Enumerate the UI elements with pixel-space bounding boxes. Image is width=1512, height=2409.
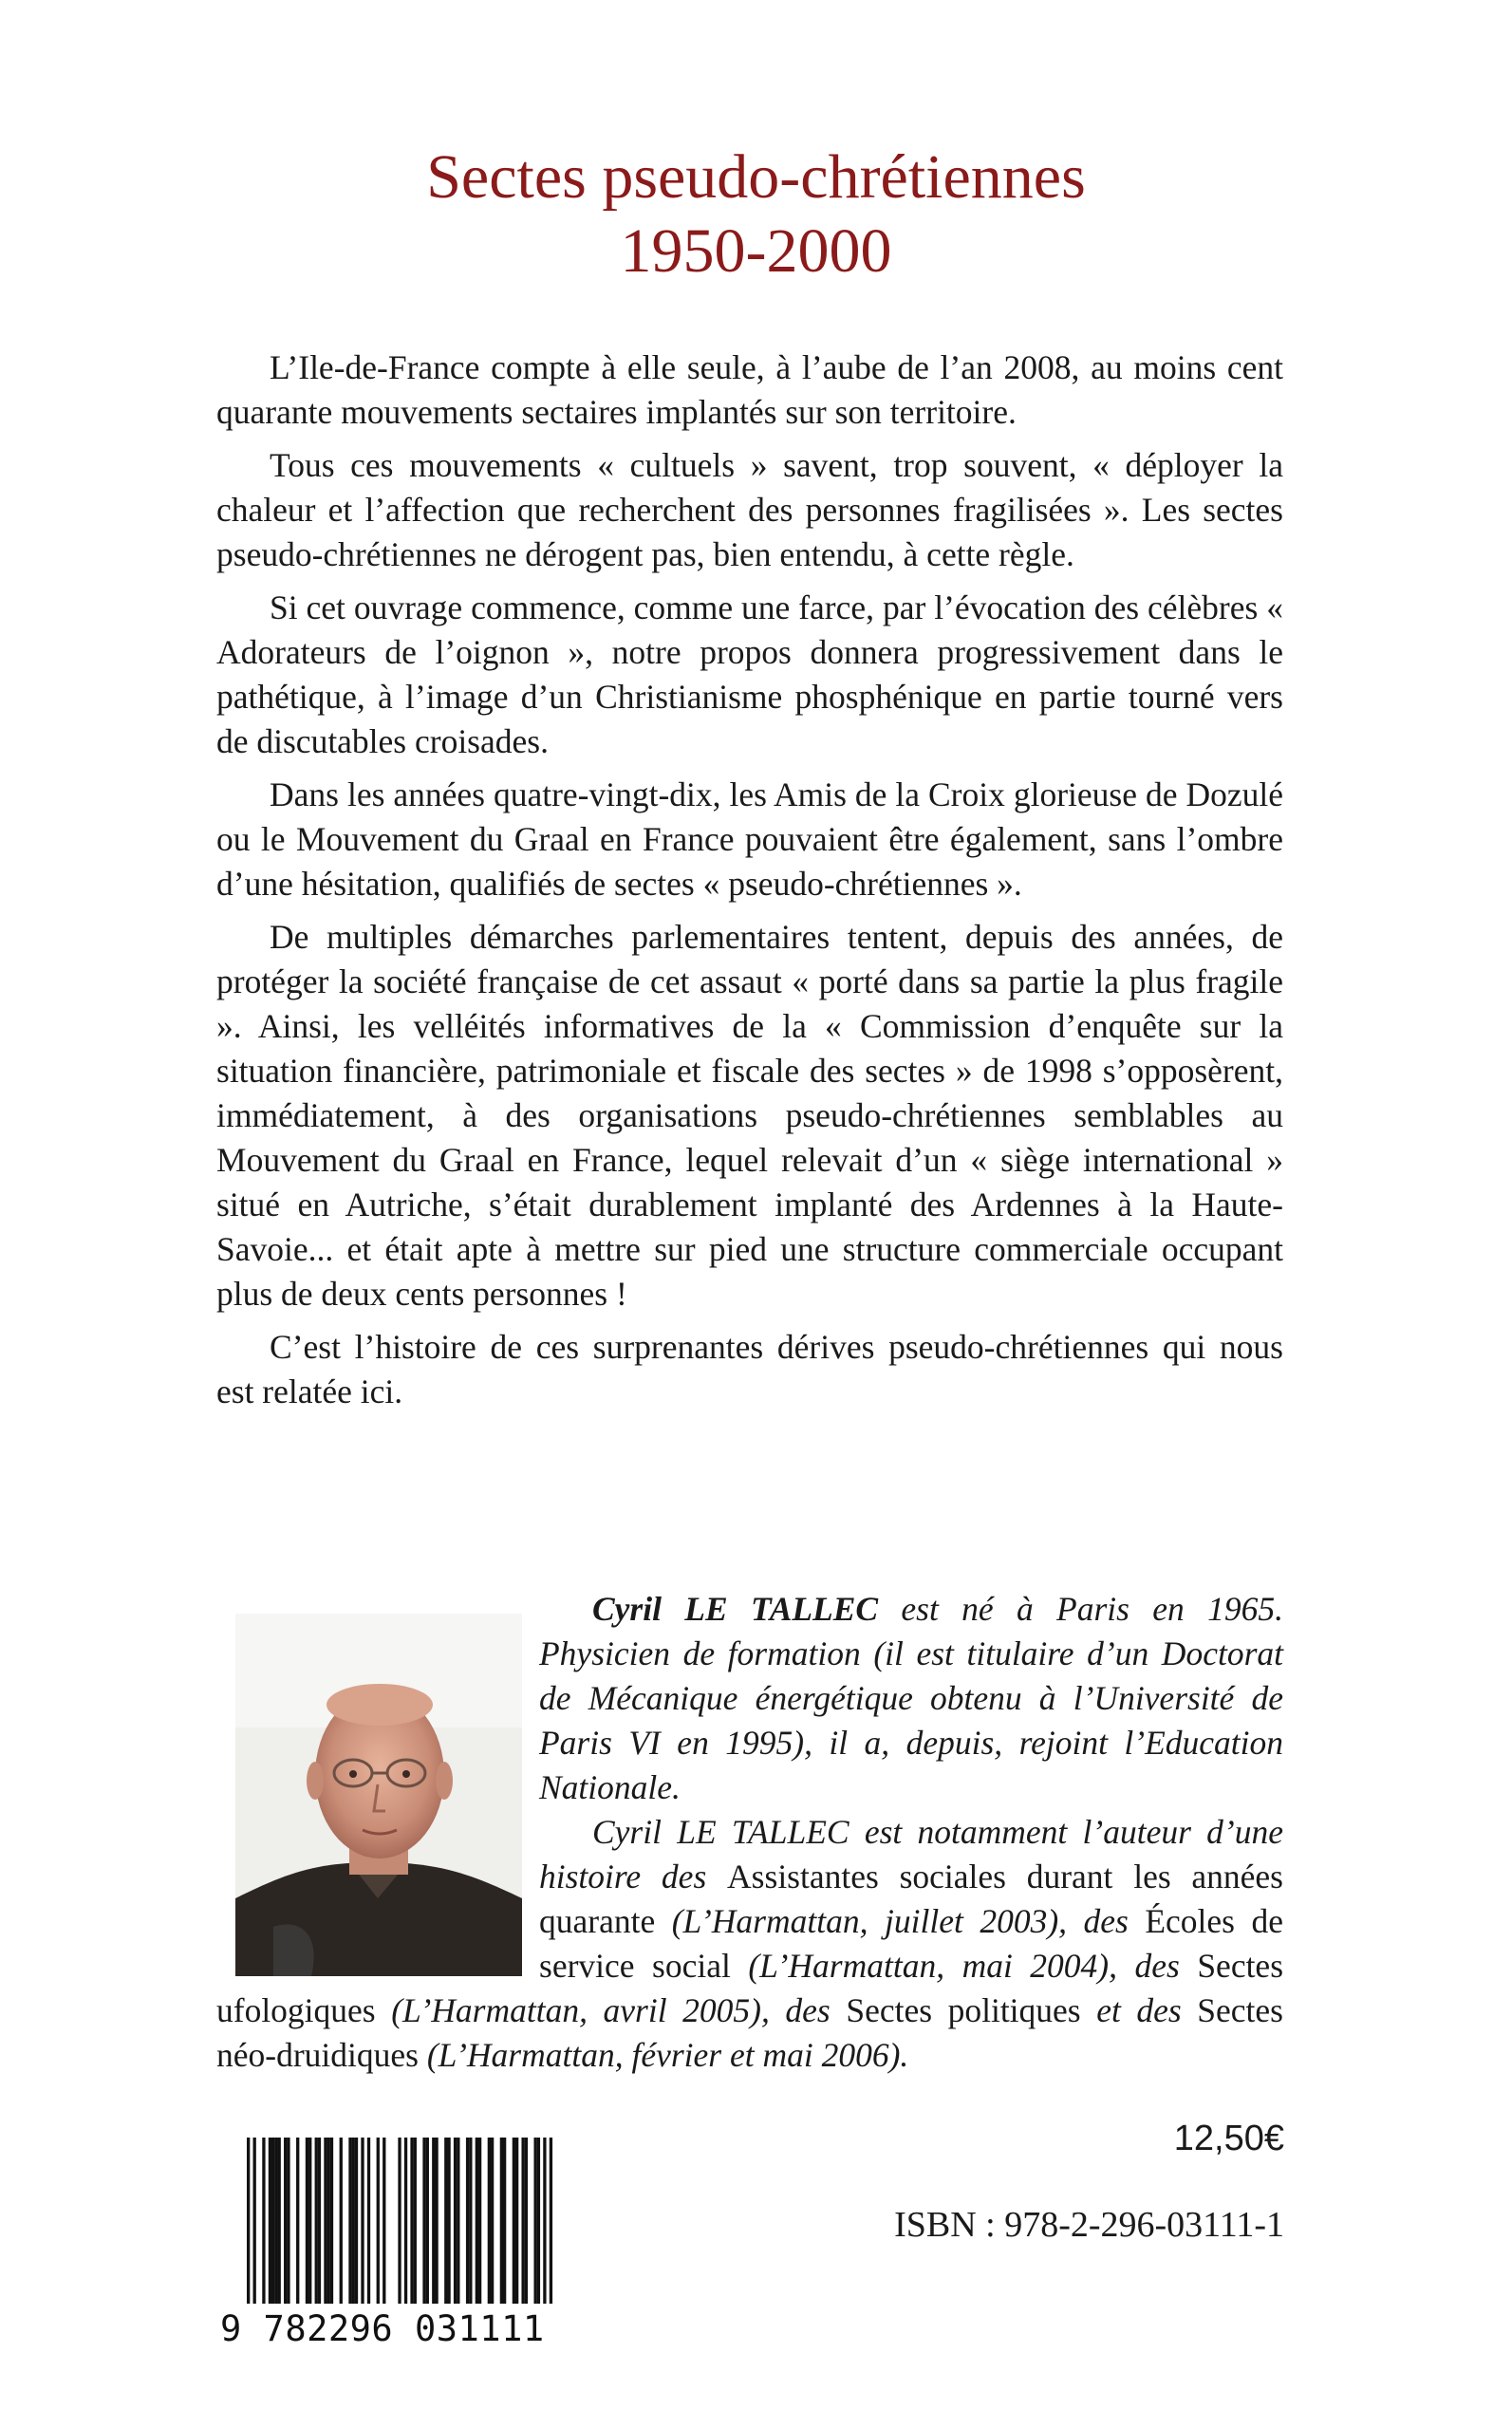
barcode-bar	[432, 2138, 435, 2304]
barcode-bar	[457, 2138, 459, 2304]
barcode-bar	[318, 2138, 321, 2304]
bio-text: est né à Paris en 1965. Physicien de formation (il est titulaire d’un Doctorat de Mécanique énergétique obtenu à l’Université de Paris VI en 1995), il a, depuis, rejoint l’Education Nationale.	[539, 1590, 1283, 1806]
book-reference: Sectes ufologiques	[216, 1947, 1284, 2029]
barcode-bar	[469, 2138, 472, 2304]
barcode-bar	[247, 2138, 250, 2304]
barcode-bar	[330, 2138, 333, 2304]
blurb-paragraph: Tous ces mouvements « cultuels » savent, trop souvent, « déployer la chaleur et l’affection que recherchent des personnes fragilisées ». Les sectes pseudo-chrétiennes ne dérogent pas, bien entendu, à cette règle.	[216, 446, 1283, 573]
barcode-bar	[352, 2138, 355, 2304]
barcode-bar	[533, 2138, 536, 2304]
barcode-bar	[355, 2138, 358, 2304]
book-reference: Sectes politiques	[846, 1991, 1081, 2029]
author-name: Cyril LE TALLEC	[592, 1590, 879, 1628]
bio-text: Cyril LE TALLEC est notamment l’auteur d’une histoire des	[539, 1813, 1283, 1895]
barcode-bar	[348, 2138, 351, 2304]
barcode-bar	[361, 2138, 364, 2304]
barcode-bar	[404, 2138, 407, 2304]
bio-text: (L’Harmattan, mai 2004), des	[730, 1947, 1198, 1985]
barcode-bar	[476, 2138, 478, 2304]
barcode-bar	[422, 2138, 425, 2304]
blurb-paragraph: De multiples démarches parlementaires tentent, depuis des années, de protéger la société française de cet assaut « porté dans sa partie la plus fragile ». Ainsi, les velléités informatives de la « Commission d’enquête sur la situation financière, patrimoniale et fiscale des sectes » de 1998 s’opposèrent, immédiatement, à des organisations pseudo-chrétiennes semblables au Mouvement du Graal en France, lequel relevait d’un « siège international » situé en Autriche, s’était durablement implanté des Ardennes à la Haute-Savoie... et était apte à mettre sur pied une structure commerciale occupant plus de deux cents personnes !	[216, 918, 1283, 1313]
barcode-bar	[340, 2138, 343, 2304]
barcode-bar	[503, 2138, 506, 2304]
barcode-bar	[444, 2138, 447, 2304]
barcode-bar	[410, 2138, 413, 2304]
barcode-bar	[367, 2138, 370, 2304]
blurb-paragraph: C’est l’histoire de ces surprenantes dérives pseudo-chrétiennes qui nous est relatée ici.	[216, 1328, 1283, 1410]
barcode-bar	[513, 2138, 515, 2304]
barcode-bar	[398, 2138, 401, 2304]
barcode-bar	[466, 2138, 469, 2304]
barcode-bar	[278, 2138, 281, 2304]
barcode-bar	[271, 2138, 274, 2304]
barcode-bar	[308, 2138, 311, 2304]
barcode-bar	[426, 2138, 429, 2304]
barcode-bar	[488, 2138, 491, 2304]
barcode-bar	[478, 2138, 481, 2304]
barcode-bar	[274, 2138, 277, 2304]
author-bio	[216, 1587, 1283, 2078]
barcode-bar	[306, 2138, 308, 2304]
bio-text: (L’Harmattan, avril 2005), des	[375, 1991, 847, 2029]
barcode-bar	[383, 2138, 385, 2304]
book-reference: Écoles de service social	[539, 1902, 1283, 1985]
barcode-bar	[543, 2138, 546, 2304]
blurb-paragraph: Si cet ouvrage commence, comme une farce, par l’évocation des célèbres « Adorateurs de l’oignon », notre propos donnera progressivement dans le pathétique, à l’image d’un Christianisme phosphénique en partie tourné vers de discutables croisades.	[216, 588, 1283, 760]
barcode-digits: 9 782296 031111	[220, 2308, 545, 2349]
book-reference: Sectes néo-druidiques	[216, 1991, 1283, 2074]
barcode-bar	[454, 2138, 457, 2304]
barcode-bar	[324, 2138, 327, 2304]
barcode-bar	[414, 2138, 417, 2304]
barcode-bar	[327, 2138, 330, 2304]
barcode-bar	[515, 2138, 518, 2304]
barcode-icon	[220, 2138, 562, 2304]
barcode-bar	[500, 2138, 503, 2304]
barcode-bar	[296, 2138, 299, 2304]
barcode-bar	[269, 2138, 271, 2304]
book-reference: Assistantes sociales durant les années quarante	[539, 1858, 1283, 1940]
barcode-bar	[262, 2138, 265, 2304]
blurb	[216, 345, 1283, 1423]
price: 12,50€	[1173, 2119, 1284, 2158]
barcode-bar	[537, 2138, 540, 2304]
barcode-bar	[315, 2138, 318, 2304]
barcode-bar	[377, 2138, 380, 2304]
barcode-bar	[550, 2138, 552, 2304]
barcode-bar	[284, 2138, 287, 2304]
book-title-line2: 1950-2000	[620, 216, 892, 286]
barcode-bar	[521, 2138, 524, 2304]
barcode-bar	[447, 2138, 450, 2304]
bio-text: et des	[1080, 1991, 1198, 2029]
bio-text: (L’Harmattan, février et mai 2006).	[418, 2036, 909, 2074]
barcode-bar	[435, 2138, 438, 2304]
barcode-bar	[525, 2138, 528, 2304]
barcode-bar	[491, 2138, 494, 2304]
book-title-line1: Sectes pseudo-chrétiennes	[426, 142, 1086, 212]
blurb-paragraph: L’Ile-de-France compte à elle seule, à l’aube de l’an 2008, au moins cent quarante mouvements sectaires implantés sur son territoire.	[216, 348, 1283, 431]
blurb-paragraph: Dans les années quatre-vingt-dix, les Amis de la Croix glorieuse de Dozulé ou le Mouvement du Graal en France pouvaient être également, sans l’ombre d’une hésitation, qualifiés de sectes « pseudo-chrétiennes ».	[216, 775, 1283, 903]
barcode-bar	[287, 2138, 289, 2304]
bio-text: (L’Harmattan, juillet 2003), des	[655, 1902, 1146, 1940]
barcode-bar	[253, 2138, 256, 2304]
photo-spacer	[216, 1587, 539, 1986]
isbn: ISBN : 978-2-296-03111-1	[894, 2205, 1284, 2245]
book-title	[190, 140, 1322, 289]
